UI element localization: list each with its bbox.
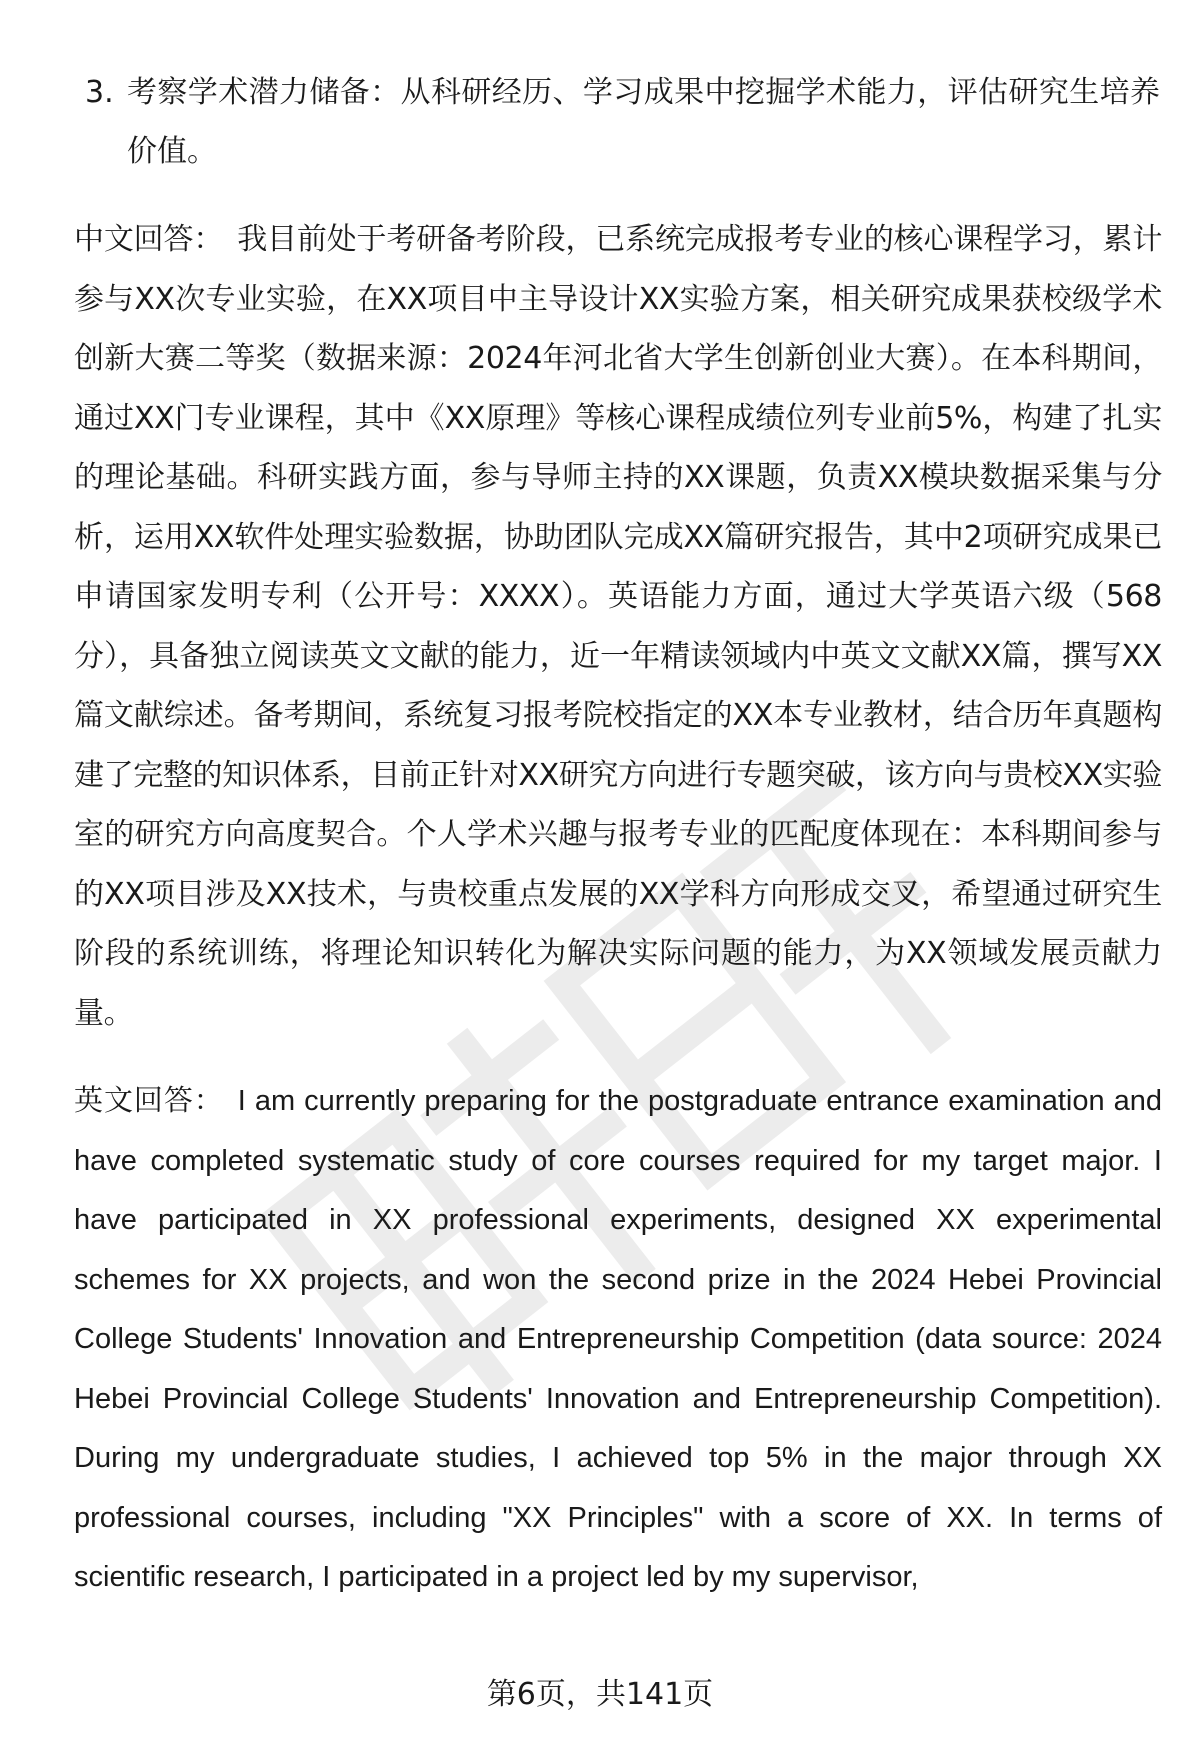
- english-answer-label: 英文回答：: [74, 1085, 224, 1117]
- page-indicator: 第6页，共141页: [486, 1677, 714, 1712]
- chinese-answer-label: 中文回答：: [74, 222, 224, 257]
- numbered-item-3: [85, 63, 1160, 181]
- page-footer: [0, 1675, 1200, 1715]
- chinese-answer-text: 我目前处于考研备考阶段，已系统完成报考专业的核心课程学习，累计参与XX次专业实验，在XX项目中主导设计XX实验方案，相关研究成果获校级学术创新大赛二等奖（数据来源：2024年河北省大学生创新创业大赛）。在本科期间，通过XX门专业课程，其中《XX原理》等核心课程成绩位列专业前5%，构建了扎实的理论基础。科研实践方面，参与导师主持的XX课题，负责XX模块数据采集与分析，运用XX软件处理实验数据，协助团队完成XX篇研究报告，其中2项研究成果已申请国家发明专利（公开号：XXXX）。英语能力方面，通过大学英语六级（568分），具备独立阅读英文文献的能力，近一年精读领域内中英文文献XX篇，撰写XX篇文献综述。备考期间，系统复习报考院校指定的XX本专业教材，结合历年真题构建了完整的知识体系，目前正针对XX研究方向进行专题突破，该方向与贵校XX实验室的研究方向高度契合。个人学术兴趣与报考专业的匹配度体现在：本科期间参与的XX项目涉及XX技术，与贵校重点发展的XX学科方向形成交叉，希望通过研究生阶段的系统训练，将理论知识转化为解决实际问题的能力，为XX领域发展贡献力量。: [74, 222, 1162, 1031]
- chinese-answer: [74, 210, 1162, 1043]
- item-text: 考察学术潜力储备：从科研经历、学习成果中挖掘学术能力，评估研究生培养价值。: [127, 75, 1160, 169]
- english-answer: [74, 1072, 1162, 1608]
- english-answer-text: I am currently preparing for the postgraduate entrance examination and have completed systematic study of core courses required for my target major. I have participated in XX professional experiments, designed XX experimental schemes for XX projects, and won the second prize in the 2024 Hebei Provincial College Students' Innovation and Entrepreneurship Competition (data source: 2024 Hebei Provincial College Students' Innovation and Entrepreneurship Competition). During my undergraduate studies, I achieved top 5% in the major through XX professional courses, including "XX Principles" with a score of XX. In terms of scientific research, I participated in a project led by my supervisor,: [74, 1085, 1162, 1593]
- item-number: 3.: [85, 75, 114, 110]
